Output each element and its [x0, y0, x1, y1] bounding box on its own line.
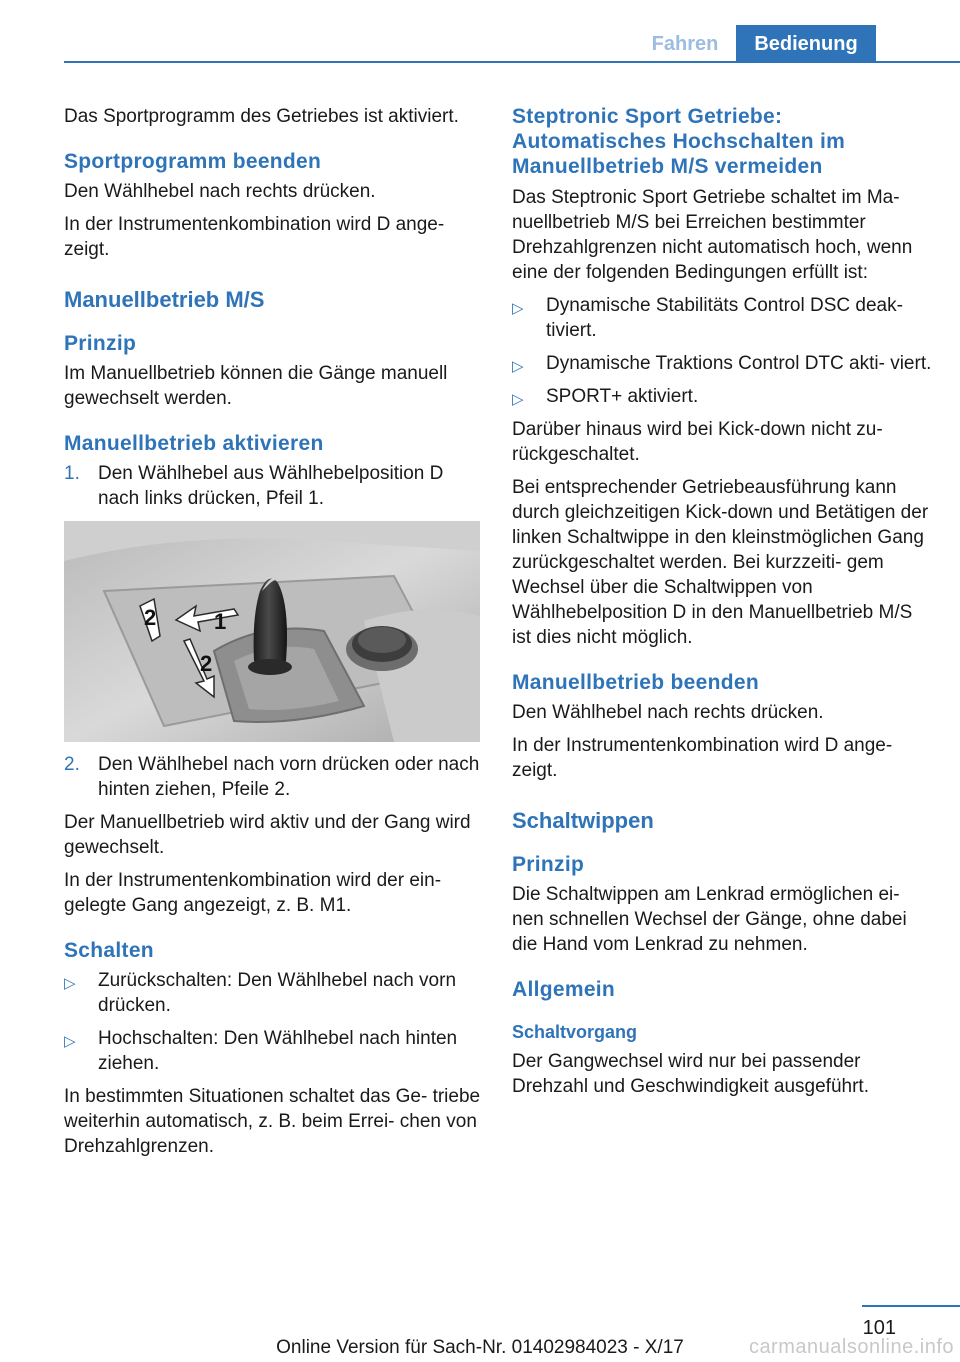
- bullet-triangle-icon: ▷: [64, 1033, 76, 1050]
- gear-selector-figure: [64, 521, 480, 742]
- bullet-triangle-icon: ▷: [512, 358, 524, 375]
- bullet-downshift-text: Zurückschalten: Den Wählhebel nach vorn drücken.: [98, 970, 457, 1016]
- tab-bedienung: Bedienung: [736, 25, 876, 63]
- steptronic-text: Das Steptronic Sport Getriebe schaltet im Ma‐ nuellbetrieb M/S bei Erreichen bestimmter Drehzahlgrenzen nicht automatisch hoch, wenn eine der folgenden Bedingungen erfüllt ist:: [512, 187, 913, 283]
- heading-paddles-principle: Prinzip: [512, 853, 585, 876]
- shift-process-text: Der Gangwechsel wird nur bei passender Drehzahl und Geschwindigkeit ausgeführt.: [512, 1051, 869, 1097]
- bullet-upshift-text: Hochschalten: Den Wählhebel nach hinten ziehen.: [98, 1028, 458, 1074]
- step-1: [64, 461, 482, 511]
- manual-end-text-2: In der Instrumentenkombination wird D ange‐ zeigt.: [512, 735, 893, 781]
- paddle-kickdown-text: Bei entsprechender Getriebeausführung kann durch gleichzeitigen Kick-down und Betätigen der linken Schaltwippe in den kleinstmöglichen Gang zurückgeschaltet werden. Bei kurzzeiti‐ gem Wechsel über die Schaltwippen von Wählhebelposition D in den Manuellbetrieb M/S ist dies nicht möglich.: [512, 477, 929, 648]
- step-2-text: Den Wählhebel nach vorn drücken oder nach hinten ziehen, Pfeile 2.: [98, 754, 480, 800]
- kickdown-text: Darüber hinaus wird bei Kick-down nicht zu‐ rückgeschaltet.: [512, 419, 883, 465]
- bullet-triangle-icon: ▷: [512, 300, 524, 317]
- bullet-dtc-text: Dynamische Traktions Control DTC akti‐ viert.: [546, 353, 932, 374]
- step-2: [64, 752, 482, 802]
- auto-shift-text: In bestimmten Situationen schaltet das Ge‐ triebe weiterhin automatisch, z. B. beim Errei‐ chen von Drehzahlgrenzen.: [64, 1086, 481, 1157]
- bullet-sport: [512, 384, 932, 409]
- page-number: 101: [862, 1317, 896, 1339]
- arrow-label-1: 1: [214, 609, 227, 634]
- bullet-dsc-text: Dynamische Stabilitäts Control DSC deak‐ tiviert.: [546, 295, 903, 341]
- bullet-downshift: [64, 968, 482, 1018]
- heading-sport-end: Sportprogramm beenden: [64, 150, 322, 173]
- gear-selector-illustration: [64, 521, 480, 742]
- heading-general: Allgemein: [512, 978, 616, 1001]
- heading-manual-end: Manuellbetrieb beenden: [512, 671, 759, 694]
- watermark: carmanualsonline.info: [748, 1336, 954, 1358]
- bullet-dtc: [512, 351, 932, 376]
- gear-display-text: In der Instrumentenkombination wird der ein‐ gelegte Gang angezeigt, z. B. M1.: [64, 870, 442, 916]
- manual-active-text: Der Manuellbetrieb wird aktiv und der Gang wird gewechselt.: [64, 812, 471, 858]
- tab-fahren: Fahren: [651, 33, 719, 55]
- arrow-label-2-left: 2: [144, 605, 157, 630]
- heading-manual-mode: Manuellbetrieb M/S: [64, 287, 265, 312]
- arrow-label-2-right: 2: [200, 651, 213, 676]
- bullet-dsc: [512, 293, 932, 343]
- paddles-principle-text: Die Schaltwippen am Lenkrad ermöglichen ei‐ nen schnellen Wechsel der Gänge, ohne dabei die Hand vom Lenkrad zu nehmen.: [512, 884, 907, 955]
- online-version-footer: Online Version für Sach-Nr. 01402984023 - X/17: [276, 1337, 684, 1358]
- manual-end-text-1: Den Wählhebel nach rechts drücken.: [512, 702, 824, 723]
- page-number-rule: [862, 1305, 960, 1307]
- principle-text: Im Manuellbetrieb können die Gänge manuell gewechselt werden.: [64, 363, 448, 409]
- heading-paddles: Schaltwippen: [512, 808, 654, 833]
- step-1-text: Den Wählhebel aus Wählhebelposition D nach links drücken, Pfeil 1.: [98, 463, 444, 509]
- sport-end-text-2: In der Instrumentenkombination wird D ange‐ zeigt.: [64, 214, 445, 260]
- bullet-upshift: [64, 1026, 482, 1076]
- heading-shift-process: Schaltvorgang: [512, 1022, 638, 1042]
- sport-end-text-1: Den Wählhebel nach rechts drücken.: [64, 181, 376, 202]
- left-column: [64, 104, 482, 1167]
- header-rule: [64, 61, 960, 63]
- step-1-number: 1.: [64, 463, 80, 484]
- bullet-triangle-icon: ▷: [512, 391, 524, 408]
- right-column: [512, 104, 932, 1107]
- bullet-sport-text: SPORT+ aktiviert.: [546, 386, 699, 407]
- heading-activate: Manuellbetrieb aktivieren: [64, 432, 324, 455]
- heading-shift: Schalten: [64, 939, 154, 962]
- step-2-number: 2.: [64, 754, 80, 775]
- bullet-triangle-icon: ▷: [64, 975, 76, 992]
- heading-steptronic: Steptronic Sport Getriebe: Automatisches Hochschalten im Manuellbetrieb M/S vermeiden: [512, 105, 846, 178]
- intro-text: Das Sportprogramm des Getriebes ist aktiviert.: [64, 106, 459, 127]
- heading-principle: Prinzip: [64, 332, 137, 355]
